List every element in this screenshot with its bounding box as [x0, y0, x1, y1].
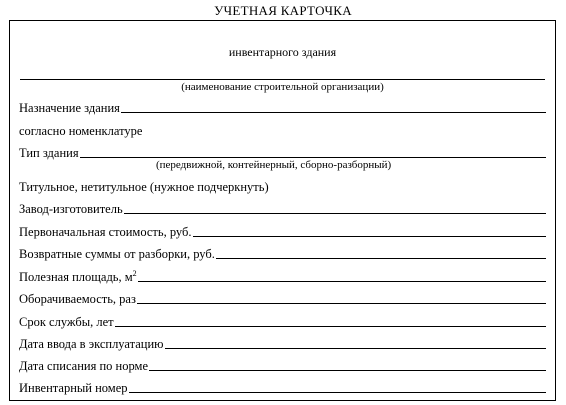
field-manufacturer-label: Завод-изготовитель — [19, 202, 123, 216]
field-inventory-number — [19, 379, 546, 395]
organization-name-caption: (наименование строительной организации) — [181, 81, 384, 93]
field-commission-date — [19, 335, 546, 351]
field-type — [19, 144, 546, 160]
field-return-sums-label: Возвратные суммы от разборки, руб. — [19, 247, 215, 261]
field-inventory-number-label: Инвентарный номер — [19, 381, 128, 395]
field-purpose-input[interactable] — [121, 112, 546, 113]
field-writeoff-date-label: Дата списания по норме — [19, 359, 148, 373]
document-title: УЧЕТНАЯ КАРТОЧКА — [214, 3, 352, 18]
field-return-sums — [19, 245, 546, 261]
field-manufacturer — [19, 200, 546, 216]
field-initial-cost-label: Первоначальная стоимость, руб. — [19, 225, 192, 239]
organization-name-line[interactable] — [20, 79, 545, 80]
field-area — [19, 268, 546, 284]
field-area-text: Полезная площадь, м — [19, 270, 133, 284]
area-unit-superscript: 2 — [132, 268, 137, 278]
field-area-label — [19, 270, 137, 284]
field-initial-cost-input[interactable] — [193, 236, 547, 237]
field-inventory-number-input[interactable] — [129, 392, 546, 393]
field-titular — [19, 178, 546, 194]
field-writeoff-date — [19, 357, 546, 373]
record-card — [9, 20, 556, 401]
field-service-life — [19, 313, 546, 329]
field-writeoff-date-input[interactable] — [149, 370, 546, 371]
field-titular-label[interactable]: Титульное, нетитульное (нужное подчеркнуть) — [19, 180, 269, 194]
card-subtitle: инвентарного здания — [228, 45, 337, 59]
field-area-input[interactable] — [138, 281, 546, 282]
field-turnover-input[interactable] — [137, 303, 546, 304]
field-service-life-input[interactable] — [115, 326, 546, 327]
field-purpose-label: Назначение здания — [19, 101, 120, 115]
field-type-label: Тип здания — [19, 146, 79, 160]
field-nomenclature-label: согласно номенклатуре — [19, 124, 143, 138]
field-turnover-label: Оборачиваемость, раз — [19, 292, 136, 306]
field-manufacturer-input[interactable] — [124, 213, 546, 214]
field-initial-cost — [19, 223, 546, 239]
field-nomenclature — [19, 122, 546, 138]
field-return-sums-input[interactable] — [216, 258, 546, 259]
field-type-caption: (передвижной, контейнерный, сборно-разборный) — [156, 159, 392, 171]
field-service-life-label: Срок службы, лет — [19, 315, 114, 329]
field-turnover — [19, 290, 546, 306]
field-commission-date-input[interactable] — [165, 348, 546, 349]
field-type-input[interactable] — [80, 157, 546, 158]
field-purpose — [19, 99, 546, 115]
field-commission-date-label: Дата ввода в эксплуатацию — [19, 337, 164, 351]
